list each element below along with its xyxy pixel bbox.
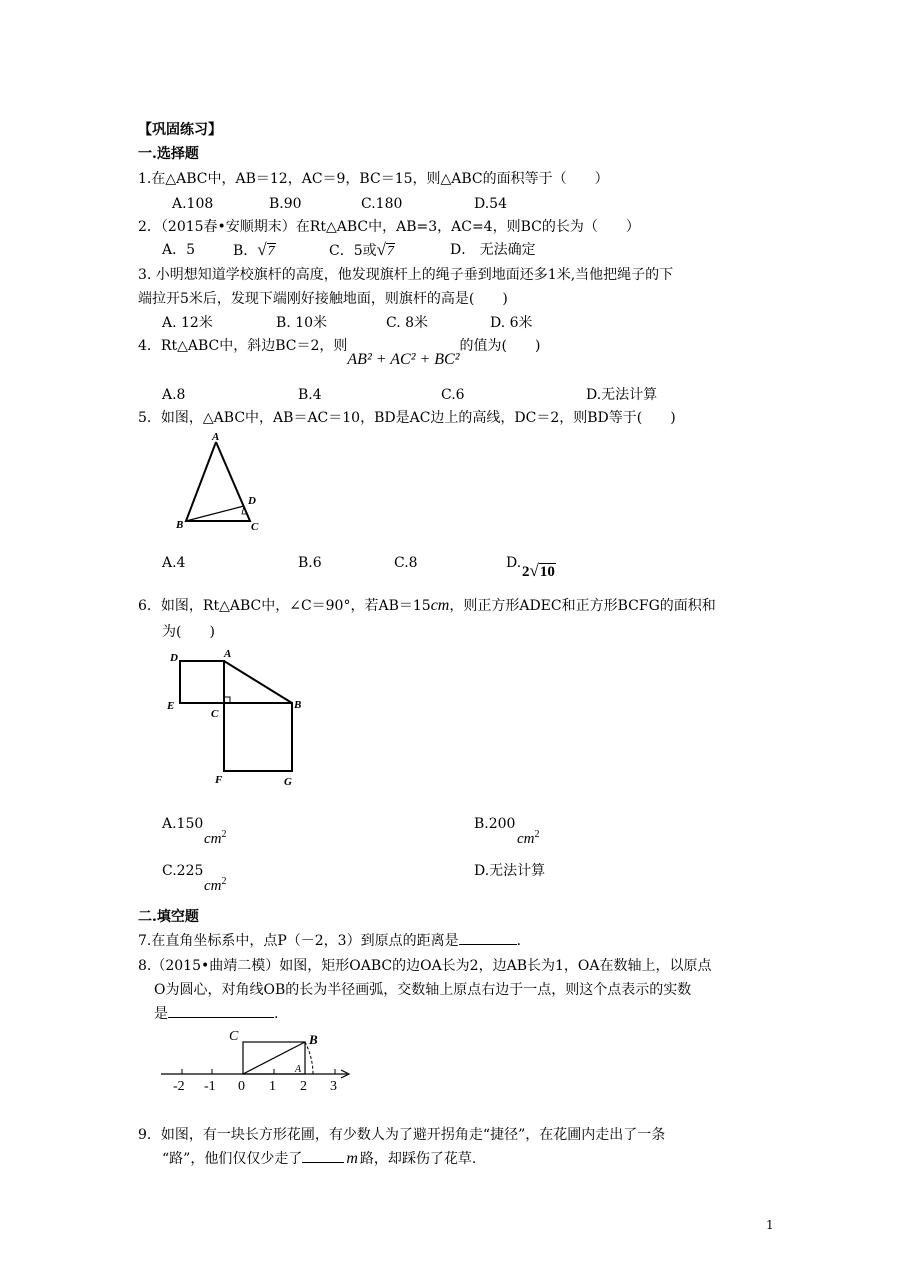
q6-label-a: A xyxy=(224,648,232,660)
q5-label-c: C xyxy=(251,521,259,533)
question-1: 1.在△ABC中，AB＝12，AC＝9，BC＝15，则△ABC的面积等于（ ） xyxy=(138,171,609,187)
q5-option-c: C.8 xyxy=(394,555,418,571)
q4-option-a: A.8 xyxy=(162,387,186,403)
q4-option-b: B.4 xyxy=(298,387,322,403)
question-9-line2: “路”，他们仅仅少走了 m 路，却踩伤了花草. xyxy=(162,1150,477,1167)
q3-option-a: A. 12米 xyxy=(162,315,213,331)
q6-option-a-unit: $cm^2$ xyxy=(204,829,227,847)
q5-option-d: D. xyxy=(506,555,522,571)
question-4: 4．Rt△ABC中，斜边BC＝2，则AB² + AC² + BC²的值为( ) xyxy=(138,338,541,368)
q5-label-a: A xyxy=(212,431,220,443)
question-7: 7.在直角坐标系中，点P（－2，3）到原点的距离是 . xyxy=(138,933,522,949)
question-9-line1: 9．如图，有一块长方形花圃，有少数人为了避开拐角走“捷径”，在花圃内走出了一条 xyxy=(138,1127,666,1143)
q8-tick-2: 2 xyxy=(300,1079,307,1094)
q5-option-a: A.4 xyxy=(162,555,186,571)
question-6-line1: 6．如图，Rt△ABC中，∠C＝90°，若AB＝15cm，则正方形ADEC和正方形BCFG的面积和 xyxy=(138,597,716,614)
q3-option-b: B. 10米 xyxy=(276,315,328,331)
q8-tick-1: 1 xyxy=(269,1079,276,1094)
q8-tick-neg2: -2 xyxy=(173,1079,185,1094)
q2-option-b: B．√7 xyxy=(233,240,275,259)
q4-option-c: C.6 xyxy=(441,387,465,403)
q4-formula: AB² + AC² + BC² xyxy=(347,351,460,368)
q6-option-c: C.225 xyxy=(162,863,204,879)
q6-label-d: D xyxy=(170,652,178,664)
q4-option-d: D.无法计算 xyxy=(586,387,658,403)
q8-tick-neg1: -1 xyxy=(204,1079,216,1094)
question-8-line1: 8.（2015•曲靖二模）如图，矩形OABC的边OA长为2，边AB长为1，OA在数轴上，以原点 xyxy=(138,958,712,974)
q5-triangle-figure xyxy=(168,428,268,536)
q8-label-a: A xyxy=(295,1064,302,1075)
q6-label-e: E xyxy=(167,700,175,712)
question-5: 5．如图，△ABC中，AB＝AC＝10，BD是AC边上的高线，DC＝2，则BD等于( ) xyxy=(138,410,676,426)
q6-option-c-unit: $cm^2$ xyxy=(204,876,227,894)
q8-number-line-figure xyxy=(155,1022,365,1096)
q1-option-a: A.108 xyxy=(172,196,214,212)
q7-answer-blank[interactable] xyxy=(459,944,517,945)
q1-option-b: B.90 xyxy=(269,196,302,212)
q3-option-c: C. 8米 xyxy=(386,315,429,331)
page-number: 1 xyxy=(766,1218,774,1232)
section-title-fill: 二.填空题 xyxy=(138,909,199,925)
question-3-line2: 端拉开5米后，发现下端刚好接触地面，则旗杆的高是( ) xyxy=(138,291,508,307)
question-6-line2: 为( ) xyxy=(162,624,215,640)
q6-label-b: B xyxy=(294,699,302,711)
q6-option-a: A.150 xyxy=(162,816,204,832)
q1-option-c: C.180 xyxy=(361,196,403,212)
q8-label-b: B xyxy=(309,1032,318,1047)
q8-tick-3: 3 xyxy=(330,1079,337,1094)
question-8-line3: 是 . xyxy=(154,1006,279,1022)
q5-option-b: B.6 xyxy=(298,555,322,571)
question-3-line1: 3. 小明想知道学校旗杆的高度，他发现旗杆上的绳子垂到地面还多1米,当他把绳子的下 xyxy=(138,267,674,283)
q8-answer-blank[interactable] xyxy=(168,1017,274,1018)
q9-answer-blank[interactable] xyxy=(302,1162,344,1163)
q6-label-c: C xyxy=(211,708,219,720)
q5-label-b: B xyxy=(176,519,184,531)
q8-tick-0: 0 xyxy=(238,1079,245,1094)
q2-option-d: D． 无法确定 xyxy=(450,242,536,258)
q6-label-f: F xyxy=(215,774,223,786)
q6-option-b-unit: $cm^2$ xyxy=(517,829,540,847)
section-title-choice: 一.选择题 xyxy=(138,146,199,162)
q2-option-a: A．5 xyxy=(162,242,196,258)
q1-option-d: D.54 xyxy=(474,196,507,212)
q6-option-b: B.200 xyxy=(474,816,516,832)
q5-option-d-value: 2√10 xyxy=(522,561,555,580)
question-8-line2: O为圆心，对角线OB的长为半径画弧，交数轴上原点右边于一点，则这个点表示的实数 xyxy=(154,982,692,998)
q8-label-c: C xyxy=(229,1029,239,1044)
q5-label-d: D xyxy=(248,495,256,507)
q6-squares-figure xyxy=(160,643,310,793)
question-2: 2．（2015春•安顺期末）在Rt△ABC中，AB=3，AC=4，则BC的长为（ ） xyxy=(138,219,640,235)
q2-option-c: C．5或√7 xyxy=(329,240,394,259)
practice-heading: 【巩固练习】 xyxy=(138,122,222,138)
q6-option-d: D.无法计算 xyxy=(474,863,546,879)
q6-label-g: G xyxy=(284,776,292,788)
q3-option-d: D. 6米 xyxy=(490,315,533,331)
